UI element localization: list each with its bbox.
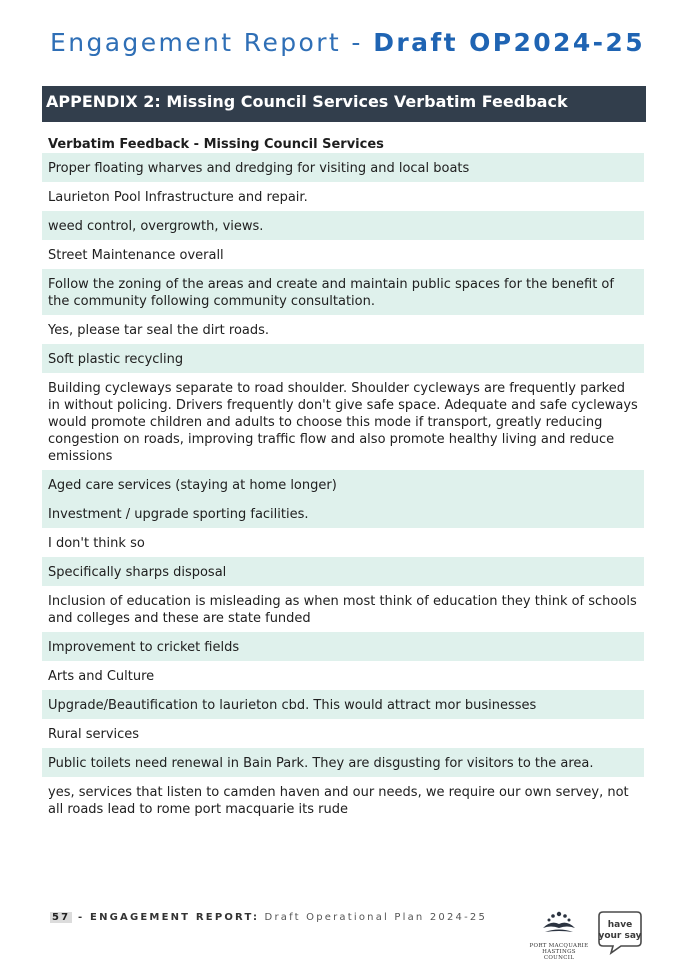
table-row: Aged care services (staying at home longer): [42, 470, 644, 499]
table-row: Follow the zoning of the areas and create and maintain public spaces for the benefit of the community following community consultation.: [42, 269, 644, 315]
table-row: Investment / upgrade sporting facilities.: [42, 499, 644, 528]
footer-doc-title: Draft Operational Plan 2024-25: [259, 912, 488, 923]
table-row: Public toilets need renewal in Bain Park. They are disgusting for visitors to the area.: [42, 748, 644, 777]
table-header: Verbatim Feedback - Missing Council Services: [48, 137, 384, 152]
table-row: Specifically sharps disposal: [42, 557, 644, 586]
table-row: Laurieton Pool Infrastructure and repair.: [48, 190, 308, 205]
table-row: Arts and Culture: [48, 669, 155, 684]
table-row: Rural services: [48, 727, 140, 742]
council-emblem-icon: [539, 908, 579, 938]
have-your-say-logo: [597, 909, 643, 955]
council-name-line2: HASTINGS COUNCIL: [542, 949, 576, 961]
table-row: Inclusion of education is misleading as when most think of education they think of schools and colleges and these are state funded: [48, 594, 637, 626]
feedback-table: [42, 153, 644, 823]
speech-bubble-icon: [597, 909, 643, 955]
table-row: Soft plastic recycling: [42, 344, 644, 373]
council-name-line1: PORT MACQUARIE: [529, 943, 589, 949]
page-footer: [50, 912, 487, 923]
table-row: Proper floating wharves and dredging for visiting and local boats: [42, 153, 644, 182]
have-your-say-line1: have: [607, 920, 633, 930]
table-row: Building cycleways separate to road shoulder. Shoulder cycleways are frequently parked in without policing. Drivers frequently don't give safe space. Adequate and safe cycleways would promote children and adults to choose this mode if transport, greatly reducing congestion on roads, improving traffic flow and also promote healthy living and reduce emissions: [48, 381, 638, 464]
footer-label: - ENGAGEMENT REPORT:: [72, 912, 260, 923]
table-row: Street Maintenance overall: [48, 248, 224, 263]
appendix-heading-bar: [42, 86, 646, 122]
table-row: I don't think so: [48, 536, 145, 551]
table-row: Improvement to cricket fields: [42, 632, 644, 661]
council-logo: [528, 908, 590, 964]
table-row: yes, services that listen to camden haven and our needs, we require our own servey, not all roads lead to rome port macquarie its rude: [48, 785, 629, 817]
appendix-heading: APPENDIX 2: Missing Council Services Verbatim Feedback: [46, 92, 568, 111]
report-title-draft: Draft OP2024-25: [373, 28, 646, 57]
report-title-prefix: Engagement Report -: [50, 28, 374, 57]
have-your-say-line2: your say: [598, 931, 642, 941]
table-row: Yes, please tar seal the dirt roads.: [48, 323, 270, 338]
table-row: weed control, overgrowth, views.: [42, 211, 644, 240]
report-title: [50, 28, 645, 57]
page-number: 57: [52, 912, 71, 923]
table-row: Upgrade/Beautification to laurieton cbd. This would attract mor businesses: [42, 690, 644, 719]
